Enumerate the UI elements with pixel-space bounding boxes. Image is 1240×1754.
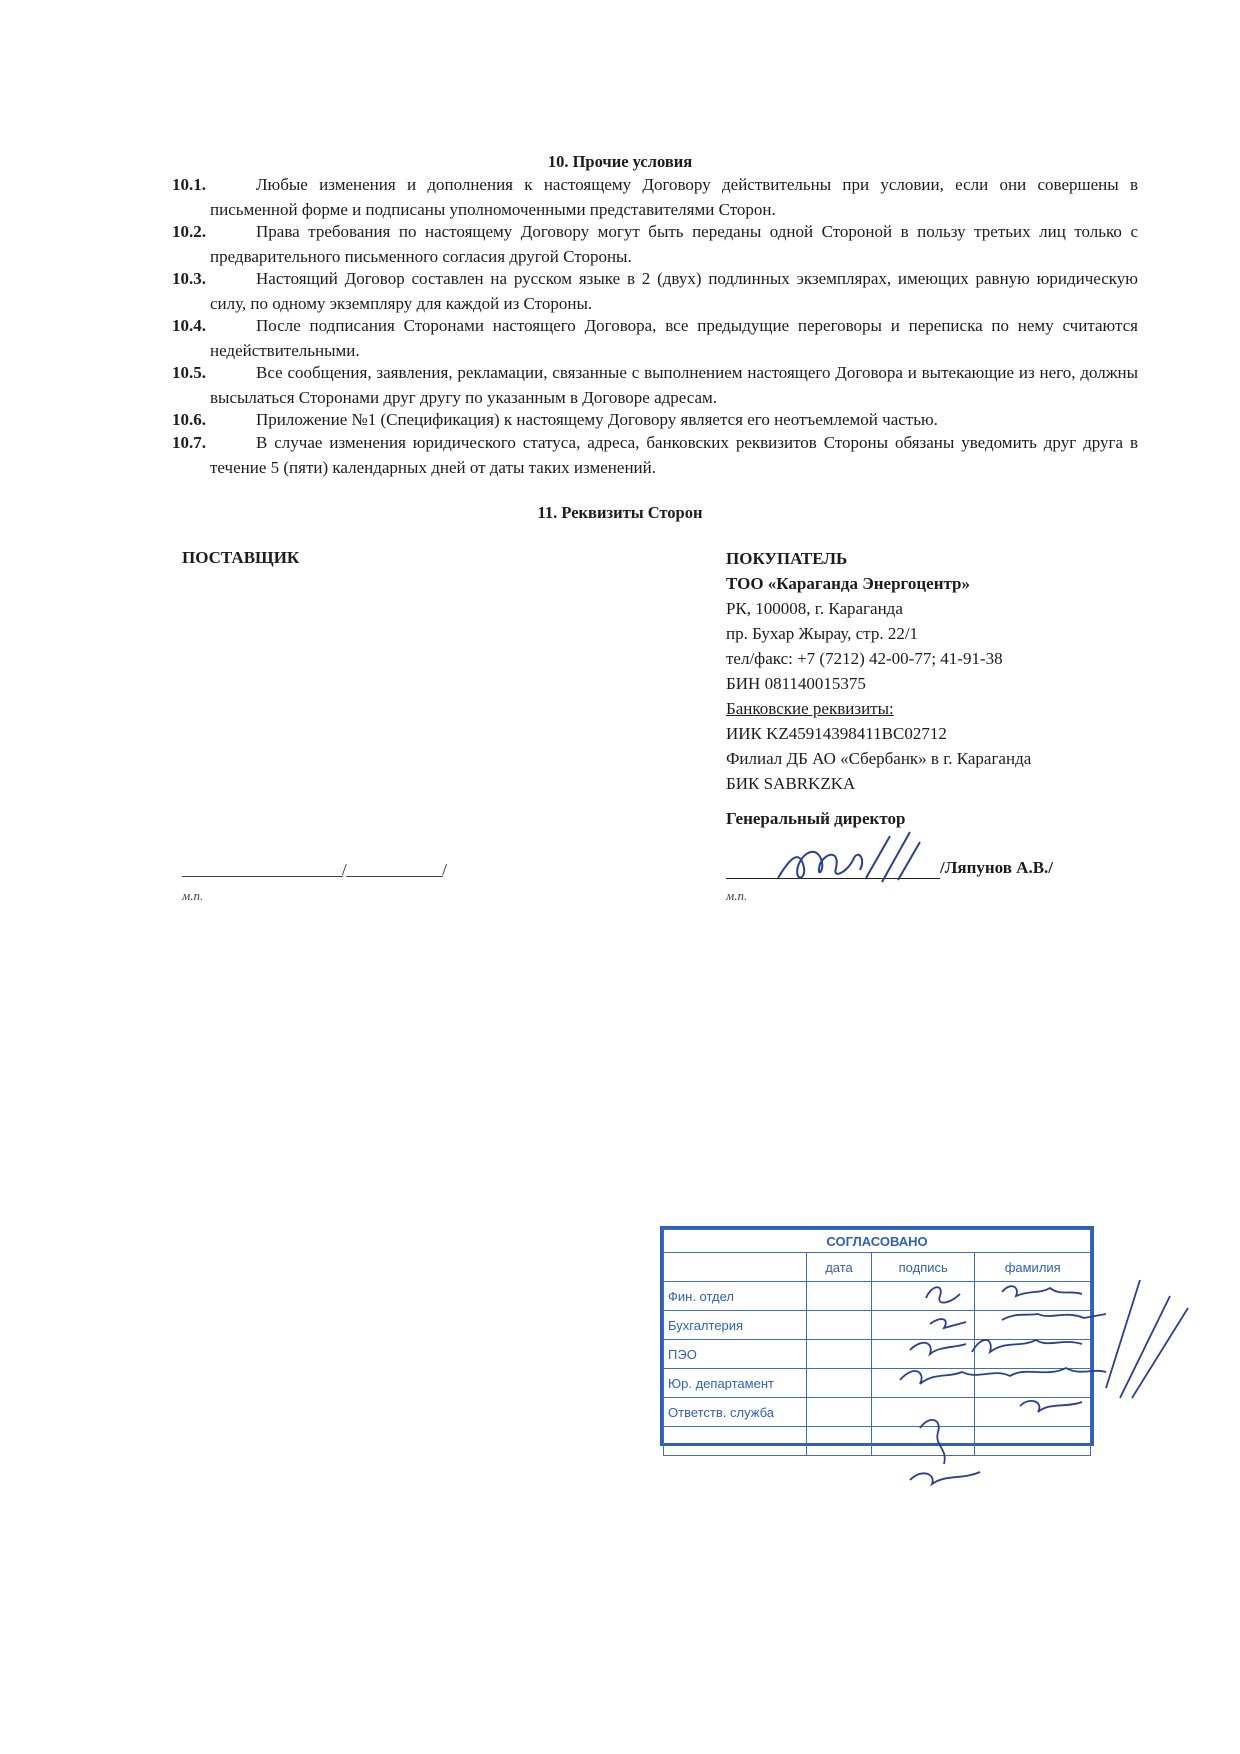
buyer-stamp-place: м.п. (726, 888, 748, 903)
supplier-signature-line: ____________________/____________/ (182, 860, 447, 879)
stamp-header-blank (664, 1253, 807, 1282)
clause-10-1 (172, 172, 1138, 222)
supplier-heading: ПОСТАВЩИК (182, 548, 300, 567)
clause-number: 10.6. (172, 410, 206, 429)
stamp-col-surname: фамилия (975, 1253, 1091, 1282)
clause-text: Любые изменения и дополнения к настоящему Договору действительны при условии, если они совершены в письменной форме и подписаны уполномоченными представителями Сторон. (210, 175, 1138, 219)
clause-number: 10.1. (172, 175, 206, 194)
director-signature-icon (770, 828, 940, 890)
buyer-bank-heading: Банковские реквизиты: (726, 699, 894, 718)
buyer-address-city: РК, 100008, г. Караганда (726, 599, 903, 618)
stamp-col-date: дата (807, 1253, 872, 1282)
section-10-title: 10. Прочие условия (547, 152, 693, 171)
approval-signatures-icon (870, 1268, 1200, 1498)
stamp-row-label: ПЭО (664, 1340, 807, 1369)
clause-text: После подписания Сторонами настоящего Договора, все предыдущие переговоры и переписка по нему считаются недействительными. (210, 316, 1138, 360)
clause-10-4 (172, 313, 1138, 363)
clause-10-3 (172, 266, 1138, 316)
buyer-bik: БИК SABRKZKA (726, 774, 856, 793)
clause-10-6 (172, 407, 1138, 432)
section-11-title: 11. Реквизиты Сторон (537, 503, 703, 522)
buyer-bin: БИН 081140015375 (726, 674, 866, 693)
clause-text: Права требования по настоящему Договору могут быть переданы одной Стороной в пользу третьих лиц только с предварительного письменного согласия другой Стороны. (210, 222, 1138, 266)
clause-text: Настоящий Договор составлен на русском языке в 2 (двух) подлинных экземплярах, имеющих равную юридическую силу, по одному экземпляру для каждой из Стороны. (210, 269, 1138, 313)
supplier-stamp-place: м.п. (182, 888, 204, 903)
stamp-row-label: Фин. отдел (664, 1282, 807, 1311)
buyer-phone: тел/факс: +7 (7212) 42-00-77; 41-91-38 (726, 649, 1003, 668)
buyer-bank: Филиал ДБ АО «Сбербанк» в г. Караганда (726, 749, 1032, 768)
clause-number: 10.7. (172, 433, 206, 452)
buyer-company: ТОО «Караганда Энергоцентр» (726, 574, 971, 593)
stamp-row-label: Ответств. служба (664, 1398, 807, 1427)
buyer-heading: ПОКУПАТЕЛЬ (726, 549, 848, 568)
stamp-row-label: Бухгалтерия (664, 1311, 807, 1340)
stamp-row-label: Юр. департамент (664, 1369, 807, 1398)
clause-number: 10.5. (172, 363, 206, 382)
clause-text: Приложение №1 (Спецификация) к настоящему Договору является его неотъемлемой частью. (256, 410, 938, 429)
clause-10-5 (172, 360, 1138, 410)
clause-text: В случае изменения юридического статуса, адреса, банковских реквизитов Стороны обязаны уведомить друг друга в течение 5 (пяти) календарных дней от даты таких изменений. (210, 433, 1138, 477)
clause-10-2 (172, 219, 1138, 269)
buyer-signatory: /Ляпунов А.В./ (940, 858, 1054, 877)
stamp-col-signature: подпись (872, 1253, 975, 1282)
clause-number: 10.2. (172, 222, 206, 241)
buyer-position: Генеральный директор (726, 809, 906, 828)
buyer-address-street: пр. Бухар Жырау, стр. 22/1 (726, 624, 919, 643)
clause-number: 10.3. (172, 269, 206, 288)
clause-10-7 (172, 430, 1138, 480)
clause-number: 10.4. (172, 316, 206, 335)
stamp-title: СОГЛАСОВАНО (664, 1230, 1091, 1253)
clause-text: Все сообщения, заявления, рекламации, связанные с выполнением настоящего Договора и вытекающие из него, должны высылаться Сторонами друг другу по указанным в Договоре адресам. (210, 363, 1138, 407)
buyer-iik: ИИК KZ45914398411BC02712 (726, 724, 947, 743)
